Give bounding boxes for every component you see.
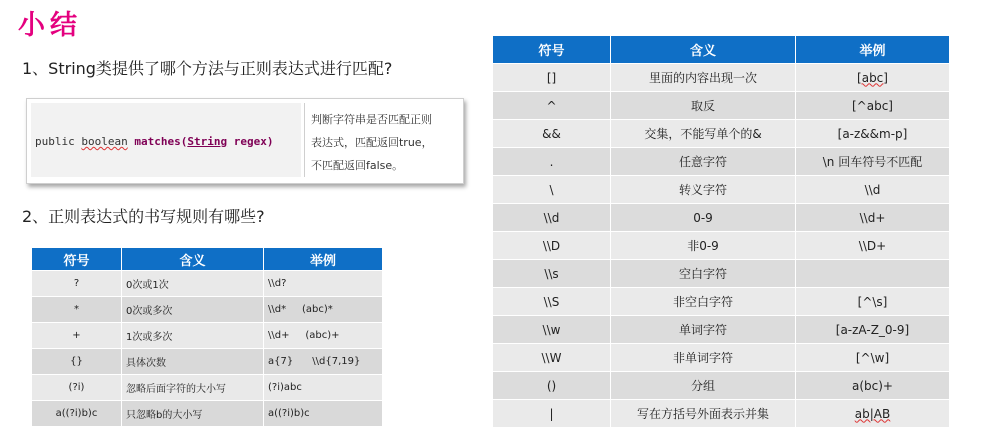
table-row bbox=[32, 271, 383, 297]
cell-symbol: \ bbox=[493, 176, 611, 204]
code-type: String bbox=[187, 135, 228, 148]
cell-example: [a-z&&m-p] bbox=[796, 120, 950, 148]
cell-meaning: 忽略后面字符的大小写 bbox=[122, 375, 264, 401]
cell-example: \\d? bbox=[264, 271, 383, 297]
slide-title: 小结 bbox=[18, 10, 82, 41]
question-1: 1、String类提供了哪个方法与正则表达式进行匹配? bbox=[22, 59, 393, 78]
cell-example: [^\s] bbox=[796, 288, 950, 316]
question-2: 2、正则表达式的书写规则有哪些? bbox=[22, 207, 265, 226]
table-row bbox=[32, 297, 383, 323]
table-row bbox=[32, 401, 383, 427]
table-row bbox=[493, 372, 950, 400]
regex-rules-table bbox=[492, 35, 950, 428]
cell-example: [abc] bbox=[796, 64, 950, 92]
cell-example: \n 回车符号不匹配 bbox=[796, 148, 950, 176]
table-row bbox=[493, 64, 950, 92]
table-header-row bbox=[32, 248, 383, 271]
table-row bbox=[32, 375, 383, 401]
cell-meaning: 非单词字符 bbox=[611, 344, 796, 372]
cell-example: \\d+ bbox=[796, 204, 950, 232]
cell-example: [^\w] bbox=[796, 344, 950, 372]
cell-symbol: ^ bbox=[493, 92, 611, 120]
cell-symbol: \\s bbox=[493, 260, 611, 288]
cell-meaning: 里面的内容出现一次 bbox=[611, 64, 796, 92]
table-row bbox=[32, 323, 383, 349]
cell-meaning: 取反 bbox=[611, 92, 796, 120]
cell-symbol: && bbox=[493, 120, 611, 148]
desc-line-1: 判断字符串是否匹配正则 bbox=[311, 113, 432, 126]
code-divider bbox=[304, 103, 305, 177]
table-row bbox=[32, 349, 383, 375]
cell-meaning: 0次或多次 bbox=[122, 297, 264, 323]
cell-symbol: () bbox=[493, 372, 611, 400]
table-row bbox=[493, 260, 950, 288]
cell-example: a{7} \\d{7,19} bbox=[264, 349, 383, 375]
table-row bbox=[493, 400, 950, 428]
table-row bbox=[493, 204, 950, 232]
header-example: 举例 bbox=[796, 36, 950, 64]
header-meaning: 含义 bbox=[611, 36, 796, 64]
table-row bbox=[493, 316, 950, 344]
cell-symbol: . bbox=[493, 148, 611, 176]
cell-example: \\d bbox=[796, 176, 950, 204]
cell-meaning: 交集，不能写单个的& bbox=[611, 120, 796, 148]
cell-meaning: 1次或多次 bbox=[122, 323, 264, 349]
cell-example: \\d* (abc)* bbox=[264, 297, 383, 323]
cell-symbol: + bbox=[32, 323, 122, 349]
header-meaning: 含义 bbox=[122, 248, 264, 271]
cell-example: \\D+ bbox=[796, 232, 950, 260]
cell-meaning: 转义字符 bbox=[611, 176, 796, 204]
cell-symbol: \\W bbox=[493, 344, 611, 372]
method-signature-box bbox=[26, 98, 464, 184]
cell-symbol: (?i) bbox=[32, 375, 122, 401]
cell-symbol: {} bbox=[32, 349, 122, 375]
code-boolean: boolean bbox=[81, 135, 128, 148]
cell-meaning: 具体次数 bbox=[122, 349, 264, 375]
cell-example: a(bc)+ bbox=[796, 372, 950, 400]
header-example: 举例 bbox=[264, 248, 383, 271]
cell-symbol: \\d bbox=[493, 204, 611, 232]
cell-example: (?i)abc bbox=[264, 375, 383, 401]
table-header-row bbox=[493, 36, 950, 64]
table-row bbox=[493, 120, 950, 148]
method-description bbox=[311, 108, 461, 177]
cell-meaning: 任意字符 bbox=[611, 148, 796, 176]
cell-meaning: 分组 bbox=[611, 372, 796, 400]
cell-example bbox=[796, 260, 950, 288]
cell-symbol: | bbox=[493, 400, 611, 428]
cell-example: \\d+ (abc)+ bbox=[264, 323, 383, 349]
cell-meaning: 非空白字符 bbox=[611, 288, 796, 316]
cell-example: a((?i)b)c bbox=[264, 401, 383, 427]
table-row bbox=[493, 92, 950, 120]
cell-meaning: 非0-9 bbox=[611, 232, 796, 260]
code-method: matches( bbox=[134, 135, 188, 148]
quantifier-table bbox=[31, 247, 383, 427]
cell-symbol: [] bbox=[493, 64, 611, 92]
code-public: public bbox=[35, 135, 82, 148]
cell-symbol: \\S bbox=[493, 288, 611, 316]
cell-symbol: * bbox=[32, 297, 122, 323]
cell-meaning: 单词字符 bbox=[611, 316, 796, 344]
cell-symbol: \\w bbox=[493, 316, 611, 344]
cell-meaning: 0次或1次 bbox=[122, 271, 264, 297]
code-param: regex) bbox=[227, 135, 274, 148]
cell-meaning: 只忽略b的大小写 bbox=[122, 401, 264, 427]
cell-meaning: 写在方括号外面表示并集 bbox=[611, 400, 796, 428]
desc-line-2: 表达式，匹配返回true， bbox=[311, 136, 433, 149]
cell-example: [^abc] bbox=[796, 92, 950, 120]
table-row bbox=[493, 344, 950, 372]
header-symbol: 符号 bbox=[32, 248, 122, 271]
cell-meaning: 0-9 bbox=[611, 204, 796, 232]
cell-symbol: \\D bbox=[493, 232, 611, 260]
cell-example: ab|AB bbox=[796, 400, 950, 428]
cell-example: [a-zA-Z_0-9] bbox=[796, 316, 950, 344]
method-signature bbox=[35, 135, 273, 148]
cell-symbol: ? bbox=[32, 271, 122, 297]
desc-line-3: 不匹配返回false。 bbox=[311, 159, 404, 172]
cell-symbol: a((?i)b)c bbox=[32, 401, 122, 427]
table-row bbox=[493, 288, 950, 316]
cell-meaning: 空白字符 bbox=[611, 260, 796, 288]
table-row bbox=[493, 148, 950, 176]
table-row bbox=[493, 176, 950, 204]
table-row bbox=[493, 232, 950, 260]
header-symbol: 符号 bbox=[493, 36, 611, 64]
